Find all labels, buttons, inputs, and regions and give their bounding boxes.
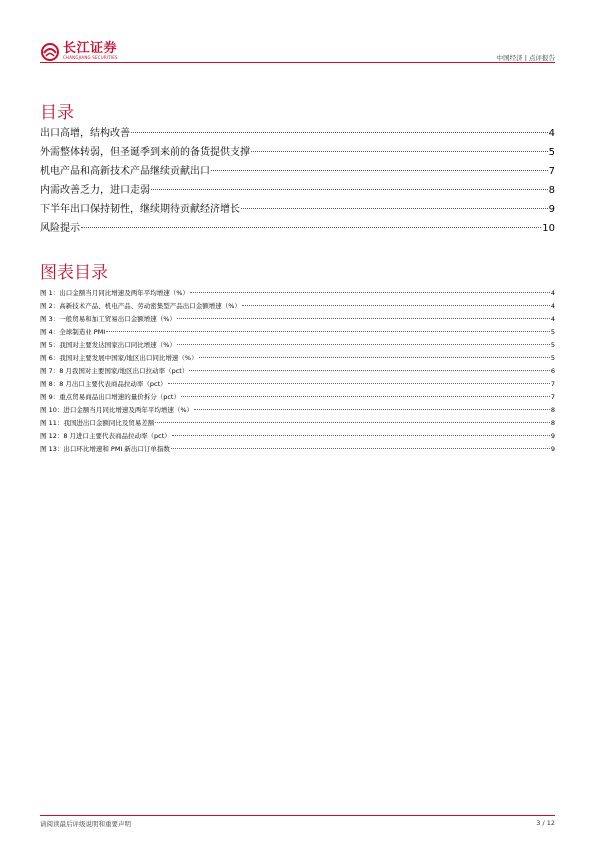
figure-entry-page: 4 (550, 289, 555, 297)
page-number: 3 / 12 (536, 819, 555, 827)
dot-leader (177, 344, 550, 345)
footer-divider (40, 815, 555, 816)
dot-leader (194, 409, 550, 410)
figure-entry-label: 图 2：高新技术产品、机电产品、劳动密集型产品出口金额增速（%） (40, 302, 241, 310)
figure-entry-label: 图 5：我国对主要发达国家出口同比增速（%） (40, 341, 176, 349)
figure-entry-label: 图 7：8 月我国对主要国家/地区出口拉动率（pct） (40, 367, 189, 375)
figure-entry-page: 5 (550, 341, 555, 349)
toc-entry[interactable] (40, 124, 555, 143)
dot-leader (242, 305, 550, 306)
figure-entry[interactable] (40, 417, 555, 430)
figure-entry-page: 5 (550, 354, 555, 362)
figure-entry[interactable] (40, 365, 555, 378)
dot-leader (181, 396, 550, 397)
company-logo (40, 40, 118, 62)
figure-entry-page: 8 (550, 406, 555, 414)
figure-entry-label: 图 8：8 月出口主要代表商品拉动率（pct） (40, 380, 167, 388)
toc-entry-page: 9 (548, 204, 555, 215)
toc-entry[interactable] (40, 143, 555, 162)
toc-entry-label: 下半年出口保持韧性，继续期待贡献经济增长 (40, 204, 240, 215)
toc-entry[interactable] (40, 181, 555, 200)
figure-entry[interactable] (40, 404, 555, 417)
toc-entry-page: 10 (542, 223, 555, 234)
table-of-contents (40, 124, 555, 238)
figure-entry[interactable] (40, 443, 555, 456)
figure-entry-page: 7 (550, 380, 555, 388)
figures-list (40, 287, 555, 456)
figure-entry-page: 9 (550, 432, 555, 440)
report-category: 中国经济 | 点评报告 (496, 54, 555, 62)
figure-entry[interactable] (40, 300, 555, 313)
figure-entry-page: 6 (550, 367, 555, 375)
changjiang-logo-icon (40, 41, 60, 61)
dot-leader (155, 422, 550, 423)
figure-entry-label: 图 12：8 月进口主要代表商品拉动率（pct） (40, 432, 171, 440)
figure-entry-page: 7 (550, 393, 555, 401)
dot-leader (171, 448, 550, 449)
figure-entry[interactable] (40, 326, 555, 339)
figure-entry-page: 4 (550, 315, 555, 323)
toc-entry-label: 外需整体转弱，但圣诞季到来前的备货提供支撑 (40, 147, 250, 158)
figure-entry[interactable] (40, 313, 555, 326)
figure-entry-page: 9 (550, 445, 555, 453)
toc-entry-page: 5 (548, 147, 555, 158)
toc-entry[interactable] (40, 219, 555, 238)
toc-title: 目录 (40, 103, 74, 123)
dot-leader (106, 331, 550, 332)
dot-leader (251, 151, 548, 152)
header-divider (40, 62, 555, 63)
figure-entry-label: 图 10：进口金额当月同比增速及两年平均增速（%） (40, 406, 194, 414)
toc-entry-label: 风险提示 (40, 223, 80, 234)
toc-entry[interactable] (40, 200, 555, 219)
figure-entry-label: 图 13：出口环比增速和 PMI 新出口订单指数 (40, 445, 170, 453)
dot-leader (241, 208, 548, 209)
figure-entry-page: 4 (550, 302, 555, 310)
toc-entry-page: 4 (548, 128, 555, 139)
dot-leader (190, 292, 550, 293)
toc-entry-page: 8 (548, 185, 555, 196)
figure-entry-label: 图 9：重点贸易商品出口增速的量价拆分（pct） (40, 393, 180, 401)
figure-entry[interactable] (40, 287, 555, 300)
dot-leader (131, 132, 548, 133)
dot-leader (172, 435, 550, 436)
toc-entry-label: 机电产品和高新技术产品继续贡献出口 (40, 166, 210, 177)
disclaimer-note: 请阅读最后评级说明和重要声明 (40, 820, 131, 828)
figure-entry-label: 图 3：一般贸易和加工贸易出口金额增速（%） (40, 315, 176, 323)
figure-entry-page: 8 (550, 419, 555, 427)
logo-english-name: CHANGJIANG SECURITIES (63, 55, 118, 60)
dot-leader (168, 383, 550, 384)
dot-leader (177, 318, 550, 319)
figure-entry[interactable] (40, 391, 555, 404)
dot-leader (211, 170, 548, 171)
figure-entry-label: 图 4：全球制造业 PMI (40, 328, 106, 336)
logo-chinese-name: 长江证券 (63, 41, 118, 56)
toc-entry-label: 内需改善乏力，进口走弱 (40, 185, 150, 196)
figures-toc-title: 图表目录 (40, 263, 108, 283)
dot-leader (81, 227, 541, 228)
figure-entry-label: 图 1：出口金额当月同比增速及两年平均增速（%） (40, 289, 189, 297)
figure-entry[interactable] (40, 339, 555, 352)
figure-entry[interactable] (40, 430, 555, 443)
figure-entry[interactable] (40, 352, 555, 365)
figure-entry-label: 图 6：我国对主要发展中国家/地区出口同比增速（%） (40, 354, 198, 362)
toc-entry-page: 7 (548, 166, 555, 177)
figure-entry[interactable] (40, 378, 555, 391)
page-header (40, 40, 555, 70)
figure-entry-page: 5 (550, 328, 555, 336)
dot-leader (199, 357, 550, 358)
figure-entry-label: 图 11：我国进出口金额同比及贸易差额 (40, 419, 155, 427)
dot-leader (189, 370, 550, 371)
dot-leader (151, 189, 548, 190)
toc-entry-label: 出口高增，结构改善 (40, 128, 130, 139)
toc-entry[interactable] (40, 162, 555, 181)
